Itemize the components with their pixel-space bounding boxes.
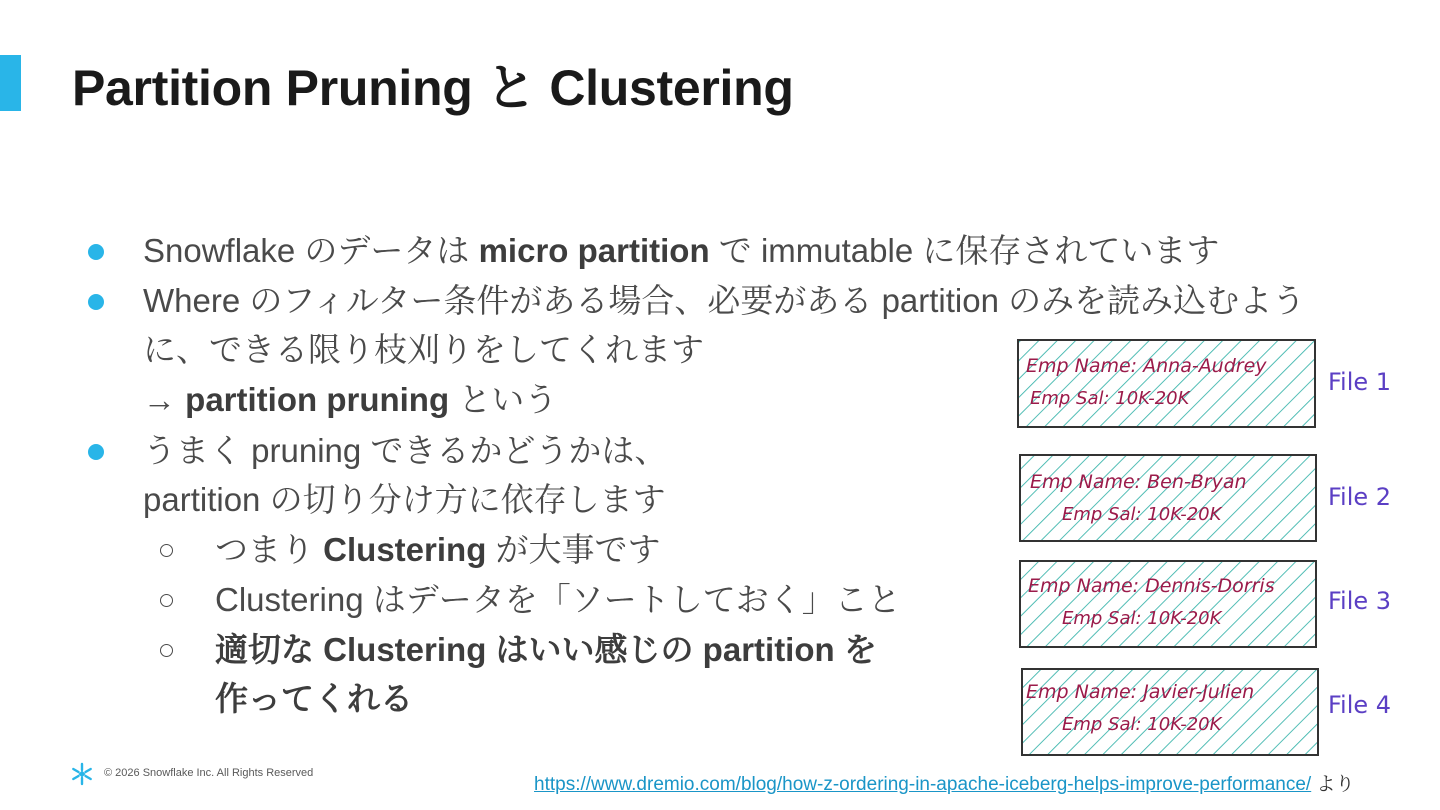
bullet-1-text-end: で immutable に保存されています — [709, 232, 1220, 269]
partition-files-svg — [1010, 332, 1430, 772]
partition-file-box — [1018, 340, 1315, 427]
source-link[interactable]: https://www.dremio.com/blog/how-z-ordering-in-apache-iceberg-helps-improve-performance/ — [534, 774, 1312, 795]
emp-name-range: Emp Name: Ben-Bryan — [1030, 471, 1247, 493]
partition-file-box — [1020, 561, 1316, 647]
bullet-1-text: Snowflake のデータは — [143, 232, 479, 269]
emp-name-range: Emp Name: Javier-Julien — [1026, 681, 1255, 703]
bullet-2-line-3-end: という — [449, 381, 558, 418]
sub-bullet-1-text-end: が大事です — [486, 531, 661, 568]
bullet-2-line-3 — [143, 380, 557, 420]
bullet-1-bold: micro partition — [478, 232, 710, 269]
bullet-1 — [143, 231, 1219, 271]
bullet-3-line-2: partition の切り分け方に依存します — [143, 481, 666, 518]
sub-bullet-ring — [160, 544, 173, 557]
slide-title: Partition Pruning と Clustering — [72, 60, 794, 116]
sub-bullet-1 — [215, 530, 661, 570]
emp-salary-range: Emp Sal: 10K-20K — [1062, 714, 1222, 735]
file-label: File 1 — [1328, 368, 1392, 396]
emp-salary-range: Emp Sal: 10K-20K — [1062, 608, 1222, 629]
sub-bullet-ring — [160, 644, 173, 657]
bullet-dot — [88, 444, 104, 460]
bullet-3-line-1: うまく pruning できるかどうかは、 — [143, 432, 668, 469]
sub-bullet-ring — [160, 594, 173, 607]
bullet-2-line-1: Where のフィルター条件がある場合、必要がある partition のみを読み込むよう — [143, 282, 1306, 319]
emp-salary-range: Emp Sal: 10K-20K — [1030, 388, 1190, 409]
partition-pruning-term: partition pruning — [185, 381, 450, 418]
file-label: File 4 — [1328, 691, 1392, 719]
bullet-dot — [88, 294, 104, 310]
sub-bullet-3-line-1: 適切な Clustering はいい感じの partition を — [215, 631, 877, 668]
arrow-text: → — [143, 381, 186, 418]
copyright-text: © 2026 Snowflake Inc. All Rights Reserved — [104, 767, 314, 779]
bullet-2-line-2: に、できる限り枝刈りをしてくれます — [143, 331, 704, 368]
clustering-term: Clustering — [323, 531, 487, 568]
file-label: File 3 — [1328, 587, 1392, 615]
sub-bullet-2: Clustering はデータを「ソートしておく」こと — [215, 581, 901, 618]
sub-bullet-3-line-2: 作ってくれる — [215, 680, 413, 717]
emp-salary-range: Emp Sal: 10K-20K — [1062, 504, 1222, 525]
file-label: File 2 — [1328, 483, 1392, 511]
bullet-dot — [88, 244, 104, 260]
emp-name-range: Emp Name: Dennis-Dorris — [1028, 575, 1275, 597]
source-suffix: より — [1311, 774, 1355, 795]
sub-bullet-1-text: つまり — [215, 531, 324, 568]
partition-file-box — [1020, 455, 1316, 541]
emp-name-range: Emp Name: Anna-Audrey — [1026, 355, 1267, 377]
source-citation — [534, 769, 1355, 796]
partition-files-figure — [1010, 332, 1430, 772]
snowflake-logo-icon — [70, 762, 94, 786]
